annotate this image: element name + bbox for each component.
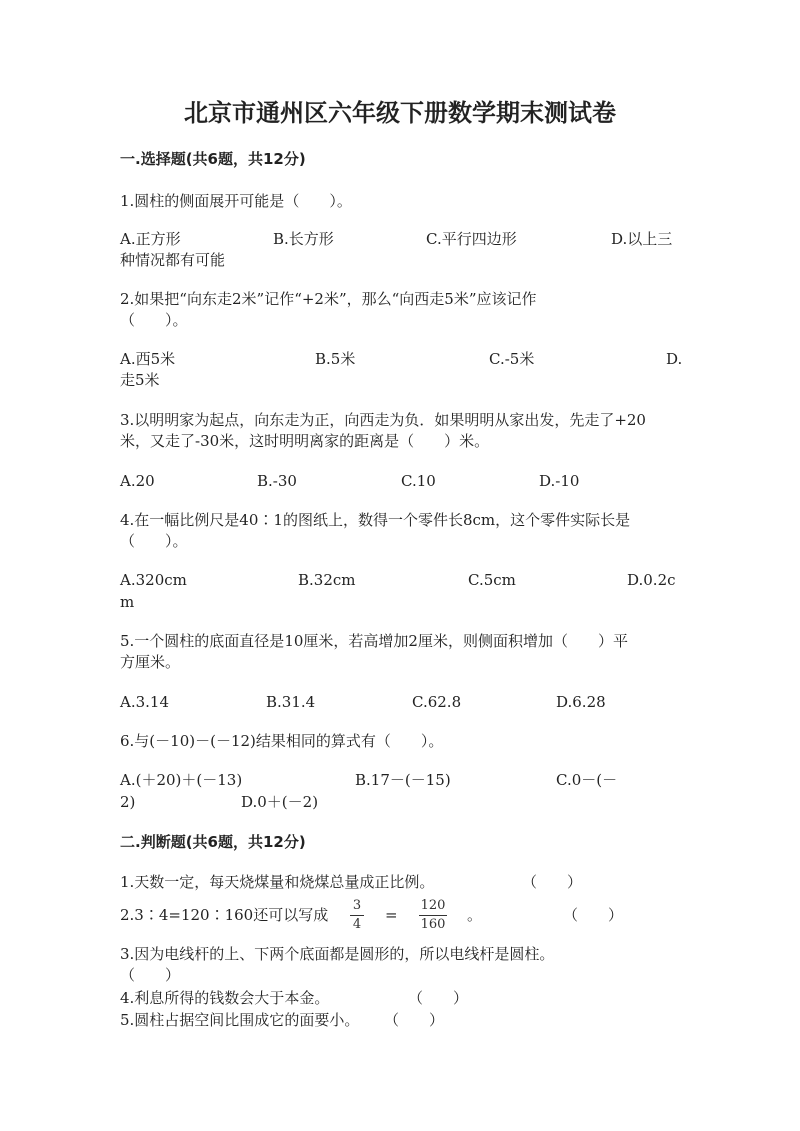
question-4-option-d-cont: m	[120, 593, 135, 611]
page-title: 北京市通州区六年级下册数学期末测试卷	[184, 99, 616, 127]
judgment-4-answer-paren: （ ）	[408, 989, 469, 1007]
question-3-option-a: A.20	[120, 472, 155, 490]
fraction-1-bar	[350, 915, 364, 916]
question-1-option-b: B.长方形	[273, 230, 334, 248]
fraction-120-160	[419, 898, 447, 933]
judgment-2-period: 。	[467, 906, 483, 924]
question-6-option-c-cont: 2)	[120, 793, 136, 811]
fraction-2-numerator: 120	[420, 898, 446, 913]
judgment-2-answer-paren: （ ）	[563, 906, 624, 924]
question-3-stem-cont: 米，又走了-30米，这时明明离家的距离是（ ）米。	[120, 432, 490, 450]
judgment-5-stem: 5.圆柱占据空间比围成它的面要小。	[120, 1011, 360, 1029]
judgment-3-answer-paren: （ ）	[120, 966, 181, 984]
question-5-option-d: D.6.28	[556, 693, 606, 711]
question-3-option-c: C.10	[401, 472, 436, 490]
judgment-5-answer-paren: （ ）	[384, 1011, 445, 1029]
section-heading-judgment: 二.判断题(共6题，共12分)	[120, 833, 306, 851]
judgment-1-stem: 1.天数一定，每天烧煤量和烧煤总量成正比例。	[120, 873, 435, 891]
question-4-option-b: B.32cm	[298, 571, 356, 589]
question-6-option-a: A.(＋20)＋(－13)	[120, 771, 243, 789]
question-5-stem-cont: 方厘米。	[120, 653, 181, 671]
question-5-option-b: B.31.4	[266, 693, 316, 711]
question-2-stem: 2.如果把“向东走2米”记作“+2米”，那么“向西走5米”应该记作	[120, 290, 537, 308]
question-6-option-b: B.17－(－15)	[355, 771, 451, 789]
question-2-stem-cont: （ ）。	[120, 311, 188, 329]
question-2-option-a: A.西5米	[120, 350, 176, 368]
equals-sign: =	[385, 906, 398, 924]
question-4-option-a: A.320cm	[120, 571, 187, 589]
fraction-three-fourths	[350, 898, 364, 933]
section-heading-choice: 一.选择题(共6题，共12分)	[120, 150, 306, 168]
question-4-option-c: C.5cm	[468, 571, 516, 589]
question-6-option-c: C.0－(－	[556, 771, 618, 789]
question-1-option-d: D.以上三	[611, 230, 673, 248]
question-1-option-d-cont: 种情况都有可能	[120, 251, 226, 269]
fraction-2-denominator: 160	[420, 917, 446, 932]
fraction-1-denominator: 4	[352, 917, 362, 932]
question-1-option-a: A.正方形	[120, 230, 181, 248]
judgment-3-stem: 3.因为电线杆的上、下两个底面都是圆形的，所以电线杆是圆柱。	[120, 945, 555, 963]
question-4-option-d: D.0.2c	[627, 571, 676, 589]
question-5-option-a: A.3.14	[120, 693, 169, 711]
question-2-option-b: B.5米	[315, 350, 356, 368]
question-4-stem: 4.在一幅比例尺是40∶1的图纸上，数得一个零件长8cm，这个零件实际长是	[120, 511, 631, 529]
question-3-option-b: B.-30	[257, 472, 297, 490]
question-3-stem: 3.以明明家为起点，向东走为正，向西走为负．如果明明从家出发，先走了+20	[120, 411, 646, 429]
question-5-stem: 5.一个圆柱的底面直径是10厘米，若高增加2厘米，则侧面积增加（ ）平	[120, 632, 628, 650]
question-6-stem: 6.与(－10)－(－12)结果相同的算式有（ ）。	[120, 732, 444, 750]
judgment-4-stem: 4.利息所得的钱数会大于本金。	[120, 989, 330, 1007]
judgment-1-answer-paren: （ ）	[522, 873, 583, 891]
question-3-option-d: D.-10	[539, 472, 580, 490]
judgment-2-stem: 2.3∶4=120∶160还可以写成	[120, 906, 329, 924]
question-1-stem: 1.圆柱的侧面展开可能是（ ）。	[120, 192, 352, 210]
question-5-option-c: C.62.8	[412, 693, 462, 711]
question-4-stem-cont: （ ）。	[120, 532, 188, 550]
question-6-option-d: D.0＋(－2)	[241, 793, 319, 811]
question-2-option-c: C.-5米	[489, 350, 535, 368]
question-1-option-c: C.平行四边形	[426, 230, 517, 248]
question-2-option-d: D.	[666, 350, 683, 368]
fraction-2-bar	[419, 915, 447, 916]
question-2-option-d-cont: 走5米	[120, 371, 160, 389]
fraction-1-numerator: 3	[352, 898, 362, 913]
